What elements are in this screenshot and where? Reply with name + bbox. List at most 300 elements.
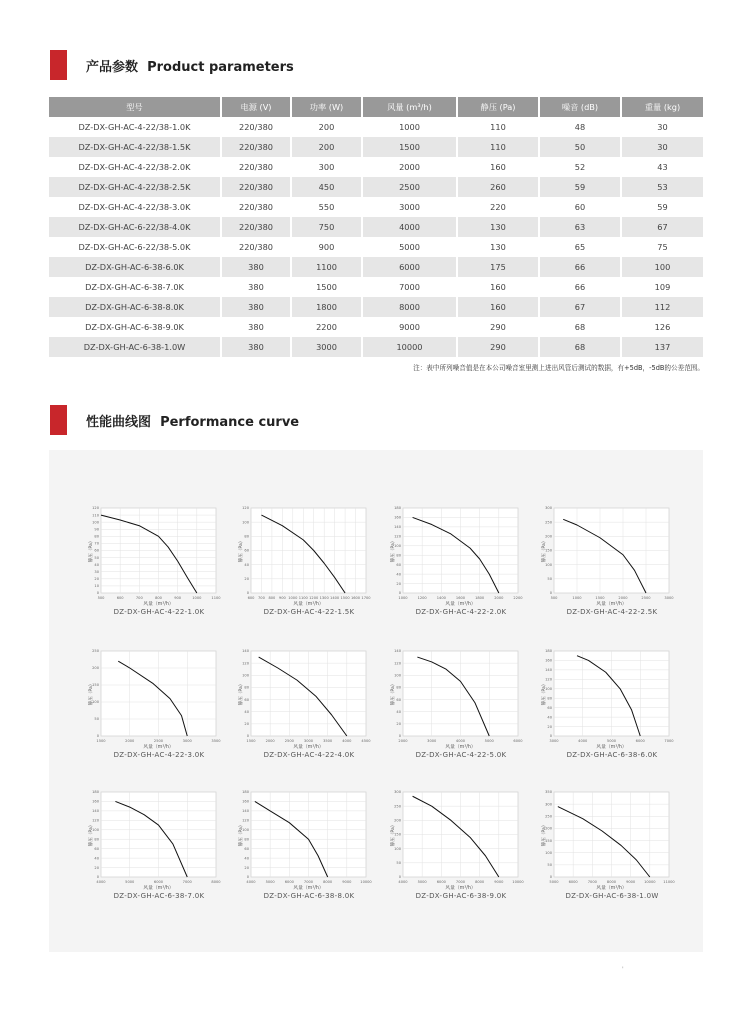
params-section-header <box>50 50 294 80</box>
y-tick-label: 100 <box>394 846 401 851</box>
y-tick-label: 120 <box>92 506 99 511</box>
performance-chart <box>542 784 682 904</box>
cell-airflow: 9000 <box>362 317 457 337</box>
y-tick-label: 0 <box>398 591 401 596</box>
curve-title-en: Performance curve <box>160 414 300 430</box>
y-tick-label: 100 <box>242 827 249 832</box>
y-tick-label: 200 <box>394 818 401 823</box>
x-tick-label: 1600 <box>455 596 466 600</box>
chart-svg <box>391 643 531 753</box>
x-tick-label: 11000 <box>663 880 675 884</box>
x-tick-label: 2000 <box>398 739 408 743</box>
y-tick-label: 300 <box>545 802 552 807</box>
y-axis-label: 静压（Pa） <box>89 681 94 706</box>
cell-static-pressure: 110 <box>457 137 539 157</box>
y-tick-label: 60 <box>94 846 99 851</box>
x-tick-label: 700 <box>258 596 265 600</box>
performance-chart <box>239 500 379 620</box>
y-tick-label: 0 <box>246 591 249 596</box>
x-tick-label: 6000 <box>436 880 446 884</box>
y-tick-label: 200 <box>92 666 99 671</box>
x-axis-label: 风量（m³/h） <box>445 886 476 891</box>
y-tick-label: 40 <box>244 856 249 861</box>
x-tick-label: 1100 <box>298 596 308 600</box>
x-tick-label: 8000 <box>606 880 617 884</box>
y-tick-label: 150 <box>545 548 552 553</box>
y-tick-label: 60 <box>244 697 249 702</box>
y-tick-label: 150 <box>545 838 552 843</box>
cell-model: DZ-DX-GH-AC-6-22/38-5.0K <box>49 237 221 257</box>
y-tick-label: 80 <box>244 837 249 842</box>
x-tick-label: 5000 <box>484 739 494 743</box>
x-tick-label: 3500 <box>211 739 221 743</box>
cell-power: 550 <box>291 197 362 217</box>
x-tick-label: 4000 <box>342 739 352 743</box>
x-tick-label: 1300 <box>319 596 329 600</box>
cell-noise: 68 <box>539 317 621 337</box>
chart-svg <box>89 500 229 610</box>
table-row <box>49 177 703 197</box>
y-tick-label: 20 <box>244 577 249 582</box>
x-axis-label: 风量（m³/h） <box>293 602 324 607</box>
cell-airflow: 6000 <box>362 257 457 277</box>
y-tick-label: 20 <box>244 865 249 870</box>
y-tick-label: 0 <box>398 734 401 739</box>
y-tick-label: 180 <box>545 649 552 654</box>
y-axis-label: 静压（Pa） <box>239 681 244 706</box>
x-tick-label: 8000 <box>211 880 221 884</box>
x-tick-label: 1100 <box>211 596 221 600</box>
cell-power-supply: 380 <box>221 277 291 297</box>
cell-weight: 75 <box>621 237 703 257</box>
x-axis-label: 风量（m³/h） <box>445 745 476 750</box>
params-section-title <box>86 56 294 75</box>
cell-model: DZ-DX-GH-AC-4-22/38-2.0K <box>49 157 221 177</box>
cell-noise: 48 <box>539 117 621 137</box>
x-tick-label: 6000 <box>513 739 523 743</box>
table-row <box>49 337 703 357</box>
y-tick-label: 140 <box>545 668 552 673</box>
x-tick-label: 6000 <box>284 880 294 884</box>
x-tick-label: 800 <box>155 596 162 600</box>
x-tick-label: 9000 <box>494 880 504 884</box>
performance-chart <box>239 643 379 763</box>
cell-static-pressure: 175 <box>457 257 539 277</box>
params-title-en: Product parameters <box>147 59 294 75</box>
chart-title: DZ-DX-GH-AC-4-22-2.0K <box>415 608 507 616</box>
cell-noise: 66 <box>539 257 621 277</box>
curve-title-cn: 性能曲线图 <box>86 414 152 430</box>
table-header-row <box>49 97 703 117</box>
x-axis-label: 风量（m³/h） <box>596 886 627 891</box>
product-parameters-table <box>49 97 703 357</box>
x-axis-label: 风量（m³/h） <box>596 745 627 750</box>
y-tick-label: 100 <box>92 700 99 705</box>
y-tick-label: 120 <box>92 818 99 823</box>
cell-weight: 126 <box>621 317 703 337</box>
y-tick-label: 100 <box>394 673 401 678</box>
cell-static-pressure: 110 <box>457 117 539 137</box>
y-tick-label: 100 <box>92 520 99 525</box>
x-tick-label: 1200 <box>309 596 319 600</box>
x-tick-label: 900 <box>174 596 182 600</box>
y-tick-label: 100 <box>242 520 249 525</box>
y-tick-label: 80 <box>547 696 552 701</box>
y-tick-label: 60 <box>396 697 401 702</box>
y-tick-label: 80 <box>244 685 249 690</box>
cell-airflow: 1000 <box>362 117 457 137</box>
cell-airflow: 5000 <box>362 237 457 257</box>
x-axis-label: 风量（m³/h） <box>143 745 174 750</box>
y-tick-label: 300 <box>545 506 552 511</box>
x-tick-label: 700 <box>135 596 143 600</box>
y-tick-label: 120 <box>394 661 401 666</box>
y-tick-label: 60 <box>396 562 401 567</box>
y-tick-label: 60 <box>547 705 552 710</box>
performance-chart <box>89 500 229 620</box>
x-tick-label: 1000 <box>572 596 582 600</box>
x-axis-label: 风量（m³/h） <box>445 602 476 607</box>
header-airflow: 风量 (m³/h) <box>362 97 457 117</box>
x-tick-label: 500 <box>550 596 558 600</box>
table-row <box>49 257 703 277</box>
y-tick-label: 250 <box>92 649 99 654</box>
cell-model: DZ-DX-GH-AC-4-22/38-2.5K <box>49 177 221 197</box>
performance-chart <box>391 500 531 620</box>
y-tick-label: 0 <box>246 734 249 739</box>
header-power: 功率 (W) <box>291 97 362 117</box>
table-row <box>49 117 703 137</box>
cell-airflow: 2500 <box>362 177 457 197</box>
x-tick-label: 7000 <box>455 880 466 884</box>
x-tick-label: 1000 <box>398 596 408 600</box>
y-axis-label: 静压（Pa） <box>542 681 547 706</box>
y-tick-label: 100 <box>545 562 552 567</box>
cell-weight: 137 <box>621 337 703 357</box>
x-tick-label: 9000 <box>626 880 636 884</box>
y-tick-label: 60 <box>244 548 249 553</box>
x-tick-label: 4000 <box>398 880 408 884</box>
cell-noise: 63 <box>539 217 621 237</box>
y-tick-label: 40 <box>244 562 249 567</box>
x-tick-label: 600 <box>116 596 124 600</box>
cell-weight: 30 <box>621 137 703 157</box>
y-tick-label: 10 <box>94 584 99 589</box>
chart-svg <box>89 643 229 753</box>
x-axis-label: 风量（m³/h） <box>143 602 174 607</box>
noise-note: 注：表中所列噪音值是在本公司噪音室里测上进出风管后测试的数据，有+5dB，-5dB的公差范围。 <box>413 364 704 372</box>
x-tick-label: 4500 <box>361 739 371 743</box>
y-tick-label: 20 <box>94 865 99 870</box>
cell-power-supply: 380 <box>221 257 291 277</box>
cell-model: DZ-DX-GH-AC-6-38-8.0K <box>49 297 221 317</box>
cell-power-supply: 220/380 <box>221 177 291 197</box>
y-axis-label: 静压（Pa） <box>89 538 94 563</box>
chart-svg <box>239 500 379 610</box>
cell-noise: 67 <box>539 297 621 317</box>
y-tick-label: 250 <box>394 804 401 809</box>
cell-weight: 30 <box>621 117 703 137</box>
performance-chart <box>89 643 229 763</box>
performance-chart <box>391 643 531 763</box>
cell-power: 2200 <box>291 317 362 337</box>
x-tick-label: 800 <box>268 596 276 600</box>
cell-static-pressure: 290 <box>457 317 539 337</box>
y-axis-label: 静压（Pa） <box>391 822 396 847</box>
x-tick-label: 600 <box>247 596 255 600</box>
chart-title: DZ-DX-GH-AC-4-22-2.5K <box>566 608 658 616</box>
y-tick-label: 140 <box>394 525 401 530</box>
y-tick-label: 120 <box>242 661 249 666</box>
x-tick-label: 7000 <box>303 880 314 884</box>
y-axis-label: 静压（Pa） <box>542 822 547 847</box>
x-tick-label: 4000 <box>96 880 106 884</box>
x-tick-label: 5000 <box>549 880 559 884</box>
cell-power-supply: 220/380 <box>221 137 291 157</box>
y-tick-label: 0 <box>96 875 99 880</box>
x-tick-label: 6000 <box>635 739 645 743</box>
x-tick-label: 1800 <box>475 596 485 600</box>
y-tick-label: 120 <box>545 677 552 682</box>
cell-power: 200 <box>291 137 362 157</box>
curve-section-title <box>86 411 299 430</box>
y-tick-label: 300 <box>394 790 401 795</box>
cell-model: DZ-DX-GH-AC-6-22/38-4.0K <box>49 217 221 237</box>
header-power-supply: 电源 (V) <box>221 97 291 117</box>
y-tick-label: 160 <box>92 799 99 804</box>
y-tick-label: 20 <box>547 724 552 729</box>
x-tick-label: 4000 <box>578 739 588 743</box>
x-axis-label: 风量（m³/h） <box>143 886 174 891</box>
cell-model: DZ-DX-GH-AC-6-38-1.0W <box>49 337 221 357</box>
x-tick-label: 2000 <box>494 596 504 600</box>
chart-title: DZ-DX-GH-AC-4-22-3.0K <box>113 751 205 759</box>
cell-weight: 100 <box>621 257 703 277</box>
cell-power: 1500 <box>291 277 362 297</box>
header-weight: 重量 (kg) <box>621 97 703 117</box>
y-tick-label: 140 <box>242 649 249 654</box>
y-tick-label: 160 <box>545 658 552 663</box>
y-tick-label: 40 <box>94 562 99 567</box>
cell-noise: 50 <box>539 137 621 157</box>
cell-power-supply: 380 <box>221 317 291 337</box>
performance-chart <box>391 784 531 904</box>
chart-svg <box>391 784 531 894</box>
chart-svg <box>239 784 379 894</box>
x-tick-label: 3000 <box>427 739 437 743</box>
cell-noise: 65 <box>539 237 621 257</box>
y-tick-label: 120 <box>242 818 249 823</box>
cell-static-pressure: 160 <box>457 157 539 177</box>
y-tick-label: 100 <box>394 543 401 548</box>
cell-power-supply: 220/380 <box>221 157 291 177</box>
y-tick-label: 160 <box>394 515 401 520</box>
chart-svg <box>542 500 682 610</box>
x-tick-label: 8000 <box>323 880 333 884</box>
x-tick-label: 3500 <box>323 739 333 743</box>
x-tick-label: 1500 <box>246 739 256 743</box>
header-noise: 噪音 (dB) <box>539 97 621 117</box>
chart-title: DZ-DX-GH-AC-4-22-4.0K <box>263 751 355 759</box>
y-tick-label: 80 <box>396 553 401 558</box>
cell-airflow: 2000 <box>362 157 457 177</box>
x-tick-label: 2500 <box>284 739 294 743</box>
y-tick-label: 140 <box>394 649 401 654</box>
x-tick-label: 4000 <box>246 880 256 884</box>
y-tick-label: 0 <box>549 591 552 596</box>
cell-model: DZ-DX-GH-AC-4-22/38-1.5K <box>49 137 221 157</box>
cell-weight: 67 <box>621 217 703 237</box>
x-tick-label: 2500 <box>153 739 164 743</box>
x-tick-label: 900 <box>278 596 286 600</box>
x-tick-label: 3000 <box>303 739 314 743</box>
chart-title: DZ-DX-GH-AC-6-38-7.0K <box>113 892 205 900</box>
table-row <box>49 237 703 257</box>
y-tick-label: 80 <box>94 534 99 539</box>
x-tick-label: 3000 <box>664 596 674 600</box>
cell-power: 3000 <box>291 337 362 357</box>
y-tick-label: 30 <box>94 569 99 574</box>
y-tick-label: 250 <box>545 814 552 819</box>
cell-power: 300 <box>291 157 362 177</box>
x-tick-label: 10000 <box>512 880 524 884</box>
y-tick-label: 100 <box>545 686 552 691</box>
performance-chart <box>239 784 379 904</box>
x-tick-label: 500 <box>97 596 105 600</box>
x-tick-label: 1500 <box>340 596 350 600</box>
table-row <box>49 217 703 237</box>
chart-title: DZ-DX-GH-AC-6-38-9.0K <box>415 892 507 900</box>
cell-power-supply: 220/380 <box>221 117 291 137</box>
x-tick-label: 1500 <box>96 739 106 743</box>
cell-airflow: 8000 <box>362 297 457 317</box>
x-tick-label: 1600 <box>350 596 361 600</box>
x-tick-label: 1700 <box>361 596 371 600</box>
cell-weight: 112 <box>621 297 703 317</box>
cell-model: DZ-DX-GH-AC-4-22/38-3.0K <box>49 197 221 217</box>
cell-power-supply: 220/380 <box>221 237 291 257</box>
y-tick-label: 100 <box>545 850 552 855</box>
y-tick-label: 0 <box>549 734 552 739</box>
y-tick-label: 80 <box>94 837 99 842</box>
cell-model: DZ-DX-GH-AC-6-38-6.0K <box>49 257 221 277</box>
cell-noise: 60 <box>539 197 621 217</box>
chart-svg <box>239 643 379 753</box>
x-tick-label: 2500 <box>641 596 651 600</box>
x-axis-label: 风量（m³/h） <box>293 745 324 750</box>
chart-title: DZ-DX-GH-AC-4-22-5.0K <box>415 751 507 759</box>
y-tick-label: 160 <box>242 799 249 804</box>
x-tick-label: 7000 <box>587 880 597 884</box>
chart-svg <box>542 643 682 753</box>
y-axis-label: 静压（Pa） <box>391 681 396 706</box>
performance-chart <box>542 643 682 763</box>
y-tick-label: 180 <box>242 790 249 795</box>
cell-weight: 109 <box>621 277 703 297</box>
y-tick-label: 200 <box>545 534 552 539</box>
y-tick-label: 110 <box>92 513 99 518</box>
y-axis-label: 静压（Pa） <box>239 538 244 563</box>
y-tick-label: 20 <box>244 722 249 727</box>
x-tick-label: 1000 <box>192 596 202 600</box>
x-tick-label: 6000 <box>153 880 164 884</box>
cell-static-pressure: 290 <box>457 337 539 357</box>
y-tick-label: 0 <box>246 875 249 880</box>
y-tick-label: 250 <box>545 520 552 525</box>
x-tick-label: 1500 <box>595 596 605 600</box>
x-tick-label: 2200 <box>513 596 523 600</box>
cell-model: DZ-DX-GH-AC-6-38-9.0K <box>49 317 221 337</box>
y-tick-label: 70 <box>94 541 99 546</box>
table-row <box>49 197 703 217</box>
y-tick-label: 0 <box>549 875 552 880</box>
y-tick-label: 40 <box>396 709 401 714</box>
cell-noise: 68 <box>539 337 621 357</box>
y-tick-label: 80 <box>396 685 401 690</box>
x-tick-label: 10000 <box>360 880 372 884</box>
cell-power: 750 <box>291 217 362 237</box>
cell-noise: 52 <box>539 157 621 177</box>
y-tick-label: 100 <box>242 673 249 678</box>
cell-power: 200 <box>291 117 362 137</box>
performance-curve-panel <box>49 450 703 952</box>
y-tick-label: 0 <box>398 875 401 880</box>
cell-power-supply: 380 <box>221 337 291 357</box>
cell-power: 1100 <box>291 257 362 277</box>
cell-model: DZ-DX-GH-AC-6-38-7.0K <box>49 277 221 297</box>
y-tick-label: 20 <box>396 581 401 586</box>
y-tick-label: 40 <box>547 715 552 720</box>
x-tick-label: 2000 <box>265 739 275 743</box>
y-tick-label: 140 <box>92 809 99 814</box>
chart-title: DZ-DX-GH-AC-6-38-1.0W <box>565 892 659 900</box>
y-tick-label: 60 <box>94 548 99 553</box>
y-tick-label: 200 <box>545 826 552 831</box>
cell-noise: 59 <box>539 177 621 197</box>
cell-noise: 66 <box>539 277 621 297</box>
y-axis-label: 静压（Pa） <box>391 538 396 563</box>
section-accent-bar <box>50 405 67 435</box>
chart-svg <box>542 784 682 894</box>
chart-title: DZ-DX-GH-AC-6-38-6.0K <box>566 751 658 759</box>
params-title-cn: 产品参数 <box>86 59 139 75</box>
y-tick-label: 0 <box>96 591 99 596</box>
x-tick-label: 7000 <box>182 880 192 884</box>
footer-mark: ' <box>622 966 624 973</box>
y-tick-label: 120 <box>242 506 249 511</box>
y-tick-label: 50 <box>547 863 552 868</box>
cell-weight: 59 <box>621 197 703 217</box>
x-tick-label: 5000 <box>265 880 275 884</box>
y-tick-label: 60 <box>244 846 249 851</box>
cell-airflow: 7000 <box>362 277 457 297</box>
cell-airflow: 1500 <box>362 137 457 157</box>
cell-weight: 43 <box>621 157 703 177</box>
x-tick-label: 5000 <box>125 880 135 884</box>
chart-title: DZ-DX-GH-AC-6-38-8.0K <box>263 892 355 900</box>
x-tick-label: 8000 <box>475 880 485 884</box>
x-tick-label: 10000 <box>644 880 656 884</box>
cell-power: 450 <box>291 177 362 197</box>
chart-title: DZ-DX-GH-AC-4-22-1.0K <box>113 608 205 616</box>
y-tick-label: 50 <box>94 717 99 722</box>
y-tick-label: 120 <box>394 534 401 539</box>
chart-svg <box>89 784 229 894</box>
cell-airflow: 4000 <box>362 217 457 237</box>
cell-static-pressure: 260 <box>457 177 539 197</box>
x-tick-label: 1200 <box>417 596 427 600</box>
chart-svg <box>391 500 531 610</box>
